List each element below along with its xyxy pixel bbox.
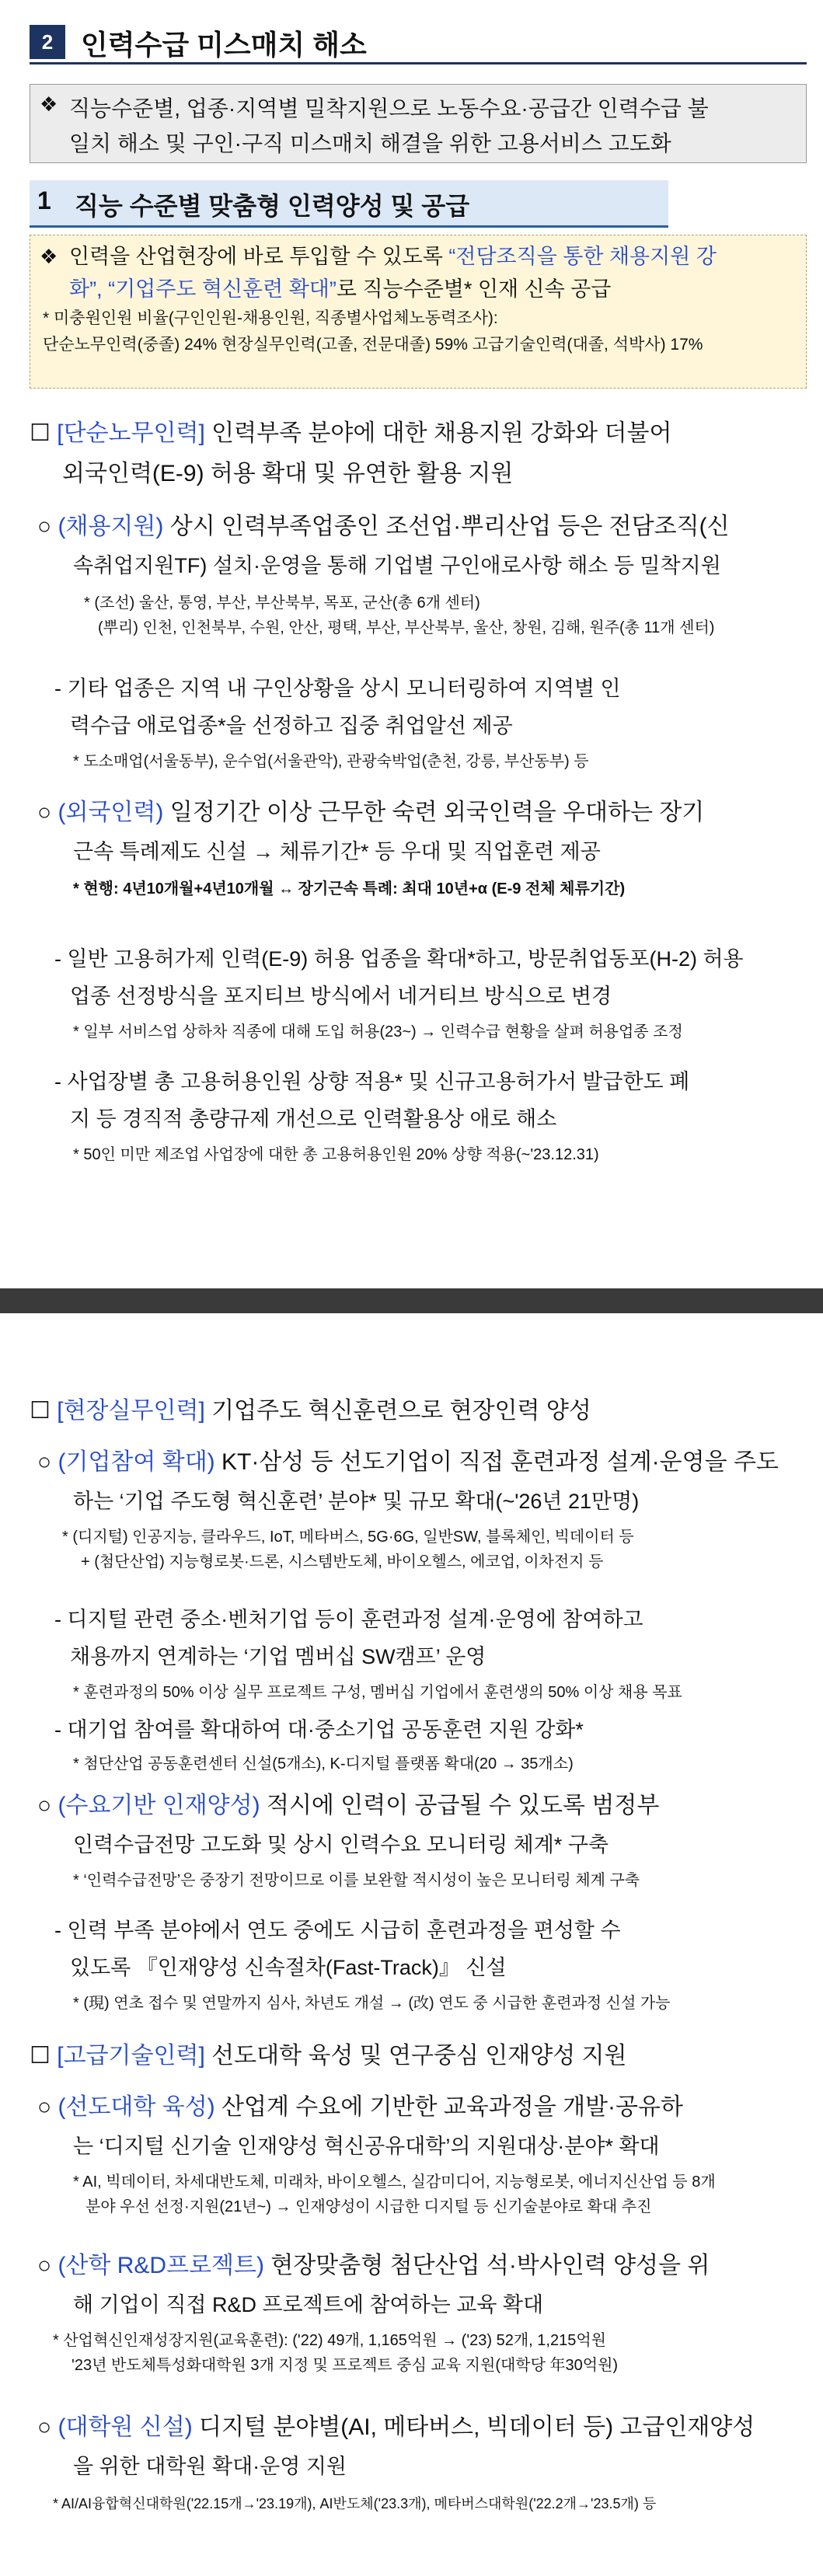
item-fast-track: - 인력 부족 분야에서 연도 중에도 시급히 훈련과정을 편성할 수 있도록 『인재양성 신속절차(Fast-Track)』 신설 * (現) 연초 접수 및 연말까지 심사, 차년도 개설 → (改) 연도 중 시급한 훈련과정 신설 가능 xyxy=(54,1919,671,2012)
intro-box xyxy=(30,84,807,163)
section-title: 인력수급 미스매치 해소 xyxy=(81,29,367,61)
summary-line-1: 인력을 산업현장에 바로 투입할 수 있도록 “전담조직을 통한 채용지원 강 xyxy=(69,245,717,268)
dash-bullet: - xyxy=(54,677,68,700)
block-simple-labor: ☐ [단순노무인력] 인력부족 분야에 대한 채용지원 강화와 더불어 외국인력(E-9) 허용 확대 및 유연한 활용 지원 xyxy=(30,420,672,486)
subsection-header xyxy=(30,180,668,228)
item-leading-universities: ○ (선도대학 육성) 산업계 수요에 기반한 교육과정을 개발·공유하 는 ‘디지털 신기술 인재양성 혁신공유대학’의 지원대상·분야* 확대 * AI, 빅데이터, 차세대반도체, 미래차, 바이오헬스, 실감미디어, 지능형로봇, 에너지신산업 등 8개 분야 우선 선정·지원(21년~) → 인재양성이 시급한 디지털 등 신기술분야로 확대 추진 xyxy=(37,2094,716,2215)
item-industry-rnd: ○ (산학 R&D프로젝트) 현장맞춤형 첨단산업 석·박사인력 양성을 위 해 기업이 직접 R&D 프로젝트에 참여하는 교육 확대 * 산업혁신인재성장지원(교육훈련): ('22) 49개, 1,165억원 → ('23) 52개, 1,215억원 '23년 반도체특성화대학원 3개 지정 및 프로젝트 중심 교육 지원(대학당 年30억원) xyxy=(37,2253,710,2374)
summary-note-2: 단순노무인력(중졸) 24% 현장실무인력(고졸, 전문대졸) 59% 고급기술인력(대졸, 석박사) 17% xyxy=(43,336,703,354)
circle-bullet-icon: ○ xyxy=(37,2253,58,2278)
summary-note-1: * 미충원인원 비율(구인인원-채용인원, 직종별사업체노동력조사): xyxy=(43,309,498,327)
dash-bullet: - xyxy=(54,1608,68,1631)
summary-line-2: 화”, “기업주도 혁신훈련 확대”로 직능수준별* 인재 신속 공급 xyxy=(69,277,612,301)
subsection-number: 1 xyxy=(37,186,51,214)
square-bullet-icon: ☐ xyxy=(30,420,58,446)
item-foreign-workers: ○ (외국인력) 일정기간 이상 근무한 숙련 외국인력을 우대하는 장기 근속 특례제도 신설 → 체류기간* 등 우대 및 직업훈련 제공 * 현행: 4년10개월+4년10개월 ↔ 장기근속 특례: 최대 10년+α (E-9 전체 체류기간) xyxy=(37,800,705,898)
page-2 xyxy=(0,1313,823,2576)
circle-bullet-icon: ○ xyxy=(37,2414,58,2440)
circle-bullet-icon: ○ xyxy=(37,1793,58,1818)
item-other-industries: - 기타 업종은 지역 내 구인상황을 상시 모니터링하여 지역별 인 력수급 애로업종*을 선정하고 집중 취업알선 제공 * 도소매업(서울동부), 운수업(서울관악), 관광숙박업(춘천, 강릉, 부산동부) 등 xyxy=(54,677,621,770)
block-advanced-tech: ☐ [고급기술인력] 선도대학 육성 및 연구중심 인재양성 지원 xyxy=(30,2043,627,2069)
subsection-title: 직능 수준별 맞춤형 인력양성 및 공급 xyxy=(75,192,470,220)
item-hiring-support: ○ (채용지원) 상시 인력부족업종인 조선업·뿌리산업 등은 전담조직(신 속취업지원TF) 설치·운영을 통해 기업별 구인애로사항 해소 등 밀착지원 * (조선) 울산, 통영, 부산, 부산북부, 목포, 군산(총 6개 센터) (뿌리) 인천, 인천북부, 수원, 안산, 평택, 부산, 부산북부, 울산, 창원, 김해, 원주(총 11개 센터) xyxy=(37,514,730,636)
item-e9-expansion: - 일반 고용허가제 인력(E-9) 허용 업종을 확대*하고, 방문취업동포(H-2) 허용 업종 선정방식을 포지티브 방식에서 네거티브 방식으로 변경 * 일부 서비스업 상하차 직종에 대해 도입 허용(23~) → 인력수급 현황을 살펴 허용업종 조정 xyxy=(54,947,744,1041)
section-number: 2 xyxy=(30,25,65,59)
item-quota-reform: - 사업장별 총 고용허용인원 상향 적용* 및 신규고용허가서 발급한도 폐 지 등 경직적 총량규제 개선으로 인력활용상 애로 해소 * 50인 미만 제조업 사업장에 대한 총 고용허용인원 20% 상향 적용(~'23.12.31) xyxy=(54,1070,690,1163)
intro-line-2: 일치 해소 및 구인·구직 미스매치 해결을 위한 고용서비스 고도화 xyxy=(69,131,671,155)
circle-bullet-icon: ○ xyxy=(37,2094,58,2120)
square-bullet-icon: ☐ xyxy=(30,2043,58,2069)
item-sw-camp: - 디지털 관련 중소·벤처기업 등이 훈련과정 설계·운영에 참여하고 채용까지 연계하는 ‘기업 멤버십 SW캠프’ 운영 * 훈련과정의 50% 이상 실무 프로젝트 구성, 멤버십 기업에서 훈련생의 50% 이상 채용 목표 xyxy=(54,1608,682,1701)
item-company-participation: ○ (기업참여 확대) KT·삼성 등 선도기업이 직접 훈련과정 설계·운영을 주도 하는 ‘기업 주도형 혁신훈련’ 분야* 및 규모 확대(~'26년 21만명) * (디지털) 인공지능, 클라우드, IoT, 메타버스, 5G·6G, 일반SW, 블록체인, 빅데이터 등 + (첨단산업) 지능형로봇·드론, 시스템반도체, 바이오헬스, 에코업, 이차전지 등 xyxy=(37,1449,779,1570)
dash-bullet: - xyxy=(54,947,68,971)
section-underline xyxy=(30,62,807,64)
dash-bullet: - xyxy=(54,1070,68,1093)
circle-bullet-icon: ○ xyxy=(37,1449,58,1475)
summary-box xyxy=(30,235,807,389)
diamond-bullet-icon: ❖ xyxy=(40,92,58,116)
block-field-workforce: ☐ [현장실무인력] 기업주도 혁신훈련으로 현장인력 양성 xyxy=(30,1398,591,1424)
dash-bullet: - xyxy=(54,1718,68,1741)
item-demand-based: ○ (수요기반 인재양성) 적시에 인력이 공급될 수 있도록 범정부 인력수급전망 고도화 및 상시 인력수요 모니터링 체계* 구축 * ‘인력수급전망’은 중장기 전망이므로 이를 보완할 적시성이 높은 모니터링 체계 구축 xyxy=(37,1793,660,1889)
square-bullet-icon: ☐ xyxy=(30,1398,58,1424)
diamond-bullet-icon: ❖ xyxy=(40,245,58,268)
circle-bullet-icon: ○ xyxy=(37,800,58,825)
section-header xyxy=(30,17,807,65)
page-divider xyxy=(0,1288,823,1313)
item-graduate-schools: ○ (대학원 신설) 디지털 분야별(AI, 메타버스, 빅데이터 등) 고급인재양성 을 위한 대학원 확대·운영 지원 * AI/AI융합혁신대학원('22.15개→'23.19개), AI반도체('23.3개), 메타버스대학원('22.2개→'23.5개) 등 xyxy=(37,2414,755,2512)
circle-bullet-icon: ○ xyxy=(37,514,58,539)
intro-line-1: 직능수준별, 업종·지역별 밀착지원으로 노동수요·공급간 인력수급 불 xyxy=(69,96,709,120)
dash-bullet: - xyxy=(54,1919,68,1942)
item-joint-training: - 대기업 참여를 확대하여 대·중소기업 공동훈련 지원 강화* * 첨단산업 공동훈련센터 신설(5개소), K-디지털 플랫폼 확대(20 → 35개소) xyxy=(54,1718,584,1773)
